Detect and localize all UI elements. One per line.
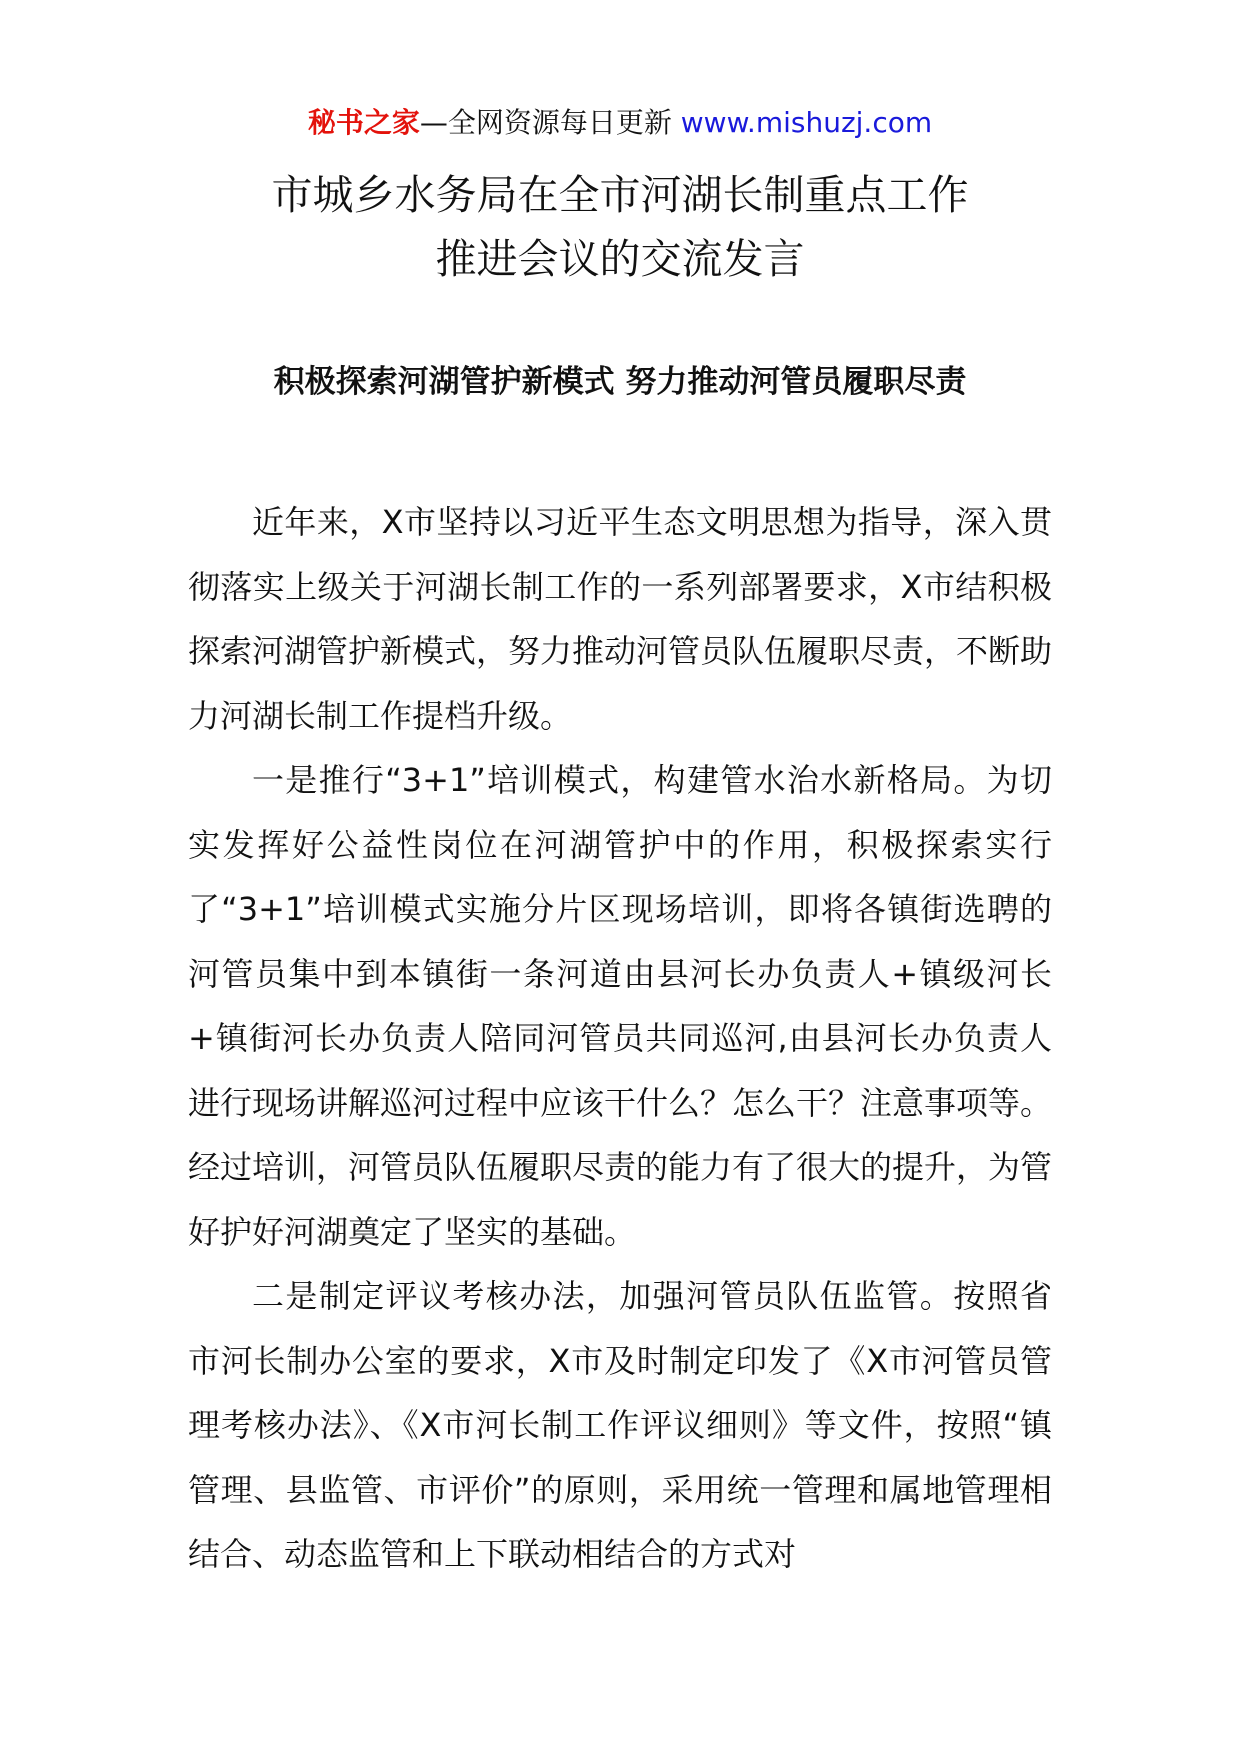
- paragraph-text: 为切实发挥好公益性岗位在河湖管护中的作用，积极探索实行了“3+1”培训模式实施分片区现场培训，即将各镇街选聘的河管员集中到本镇街一条河道由县河长办负责人+镇级河长+镇街河长办负责人陪同河管员共同巡河,由县河长办负责人进行现场讲解巡河过程中应该干什么？怎么干？注意事项等。经过培训，河管员队伍履职尽责的能力有了很大的提升，为管好护好河湖奠定了坚实的基础。: [188, 761, 1053, 1251]
- site-header: [0, 103, 1240, 143]
- paragraph-text: 按照省市河长制办公室的要求，X市及时制定印发了《X市河管员管理考核办法》、《X市河长制工作评议细则》等文件，按照“镇管理、县监管、市评价”的原则，采用统一管理和属地管理相结合、动态监管和上下联动相结合的方式对: [188, 1277, 1052, 1573]
- brand-name: 秘书之家: [307, 106, 420, 139]
- title-line-2: 推进会议的交流发言: [435, 235, 805, 283]
- paragraph-lead: 一是推行“3+1”培训模式，构建管水治水新格局。: [252, 761, 987, 799]
- site-url-link[interactable]: www.mishuzj.com: [680, 106, 933, 139]
- document-subtitle: 积极探索河湖管护新模式 努力推动河管员履职尽责: [273, 364, 967, 400]
- document-body: [188, 490, 1052, 1587]
- header-tagline: —全网资源每日更新: [419, 106, 681, 139]
- title-line-1: 市城乡水务局在全市河湖长制重点工作: [271, 171, 969, 219]
- paragraph: [188, 748, 1052, 1264]
- paragraph: [188, 490, 1052, 748]
- document-title: [0, 163, 1240, 291]
- paragraph-lead: 二是制定评议考核办法，加强河管员队伍监管。: [252, 1277, 954, 1315]
- paragraph: [188, 1264, 1052, 1587]
- paragraph-text: 近年来，X市坚持以习近平生态文明思想为指导，深入贯彻落实上级关于河湖长制工作的一系列部署要求，X市结积极探索河湖管护新模式，努力推动河管员队伍履职尽责，不断助力河湖长制工作提档升级。: [188, 503, 1053, 735]
